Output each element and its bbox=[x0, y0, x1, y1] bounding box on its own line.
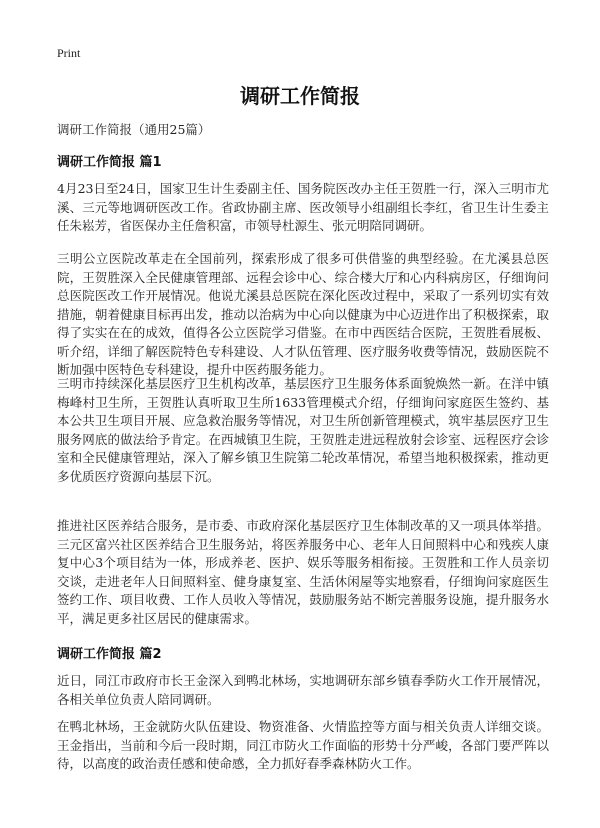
section-heading-2: 调研工作简报 篇2 bbox=[57, 647, 162, 662]
section-2-paragraph-2: 在鸭北林场，王金就防火队伍建设、物资准备、火情监控等方面与相关负责人详细交谈。王金指出，当前和今后一段时期，同江市防火工作面临的形势十分严峻，各部门要严阵以待，以高度的政治责任感和使命感，全力抓好春季森林防火工作。 bbox=[57, 719, 549, 771]
section-2-paragraph-1: 近日，同江市政府市长王金深入到鸭北林场，实地调研东部乡镇春季防火工作开展情况，各相关单位负责人陪同调研。 bbox=[57, 673, 549, 707]
document-subtitle: 调研工作简报（通用25篇） bbox=[57, 122, 211, 137]
print-label[interactable]: Print bbox=[57, 46, 81, 60]
section-heading-1: 调研工作简报 篇1 bbox=[57, 155, 162, 170]
section-1-paragraph-2: 三明公立医院改革走在全国前列，探索形成了很多可供借鉴的典型经验。在尤溪县总医院，王贺胜深入全民健康管理部、远程会诊中心、综合楼大厅和心内科病房区，仔细询问总医院医改工作开展情况。他说尤溪县总医院在深化医改过程中，采取了一系列切实有效措施，朝着健康目标再出发，推动以治病为中心向以健康为中心迈进作出了积极探索，取得了实实在在的成效，值得各公立医院学习借鉴。在市中西医结合医院，王贺胜看展板、听介绍，详细了解医院特色专科建设、人才队伍管理、医疗服务收费等情况，鼓励医院不断加强中医特色专科建设，提升中医药服务能力。 bbox=[57, 251, 549, 377]
section-1-paragraph-4: 推进社区医养结合服务，是市委、市政府深化基层医疗卫生体制改革的又一项具体举措。三元区富兴社区医养结合卫生服务站，将医养服务中心、老年人日间照料中心和残疾人康复中心3个项目结为一体，形成养老、医护、娱乐等服务相衔接。王贺胜和工作人员亲切交谈，走进老年人日间照料室、健身康复室、生活休闲屋等实地察看，仔细询问家庭医生签约工作、项目收费、工作人员收入等情况，鼓励服务站不断完善服务设施，提升服务水平，满足更多社区居民的健康需求。 bbox=[57, 518, 549, 626]
section-1-paragraph-1: 4月23日至24日，国家卫生计生委副主任、国务院医改办主任王贺胜一行，深入三明市尤溪、三元等地调研医改工作。省政协副主席、医改领导小组副组长李红，省卫生计生委主任朱崧芳，省医保办主任詹积富，市领导杜源生、张元明陪同调研。 bbox=[57, 181, 549, 233]
section-1-paragraph-3: 三明市持续深化基层医疗卫生机构改革，基层医疗卫生服务体系面貌焕然一新。在洋中镇梅峰村卫生所，王贺胜认真听取卫生所1633管理模式介绍，仔细询问家庭医生签约、基本公共卫生项目开展、应急救治服务等情况，对卫生所创新管理模式，筑牢基层医疗卫生服务网底的做法给予肯定。在西城镇卫生院，王贺胜走进远程放射会诊室、远程医疗会诊室和全民健康管理站，深入了解乡镇卫生院第二轮改革情况，希望当地积极探索，推动更多优质医疗资源向基层下沉。 bbox=[57, 376, 549, 484]
page-title: 调研工作简报 bbox=[240, 84, 360, 108]
